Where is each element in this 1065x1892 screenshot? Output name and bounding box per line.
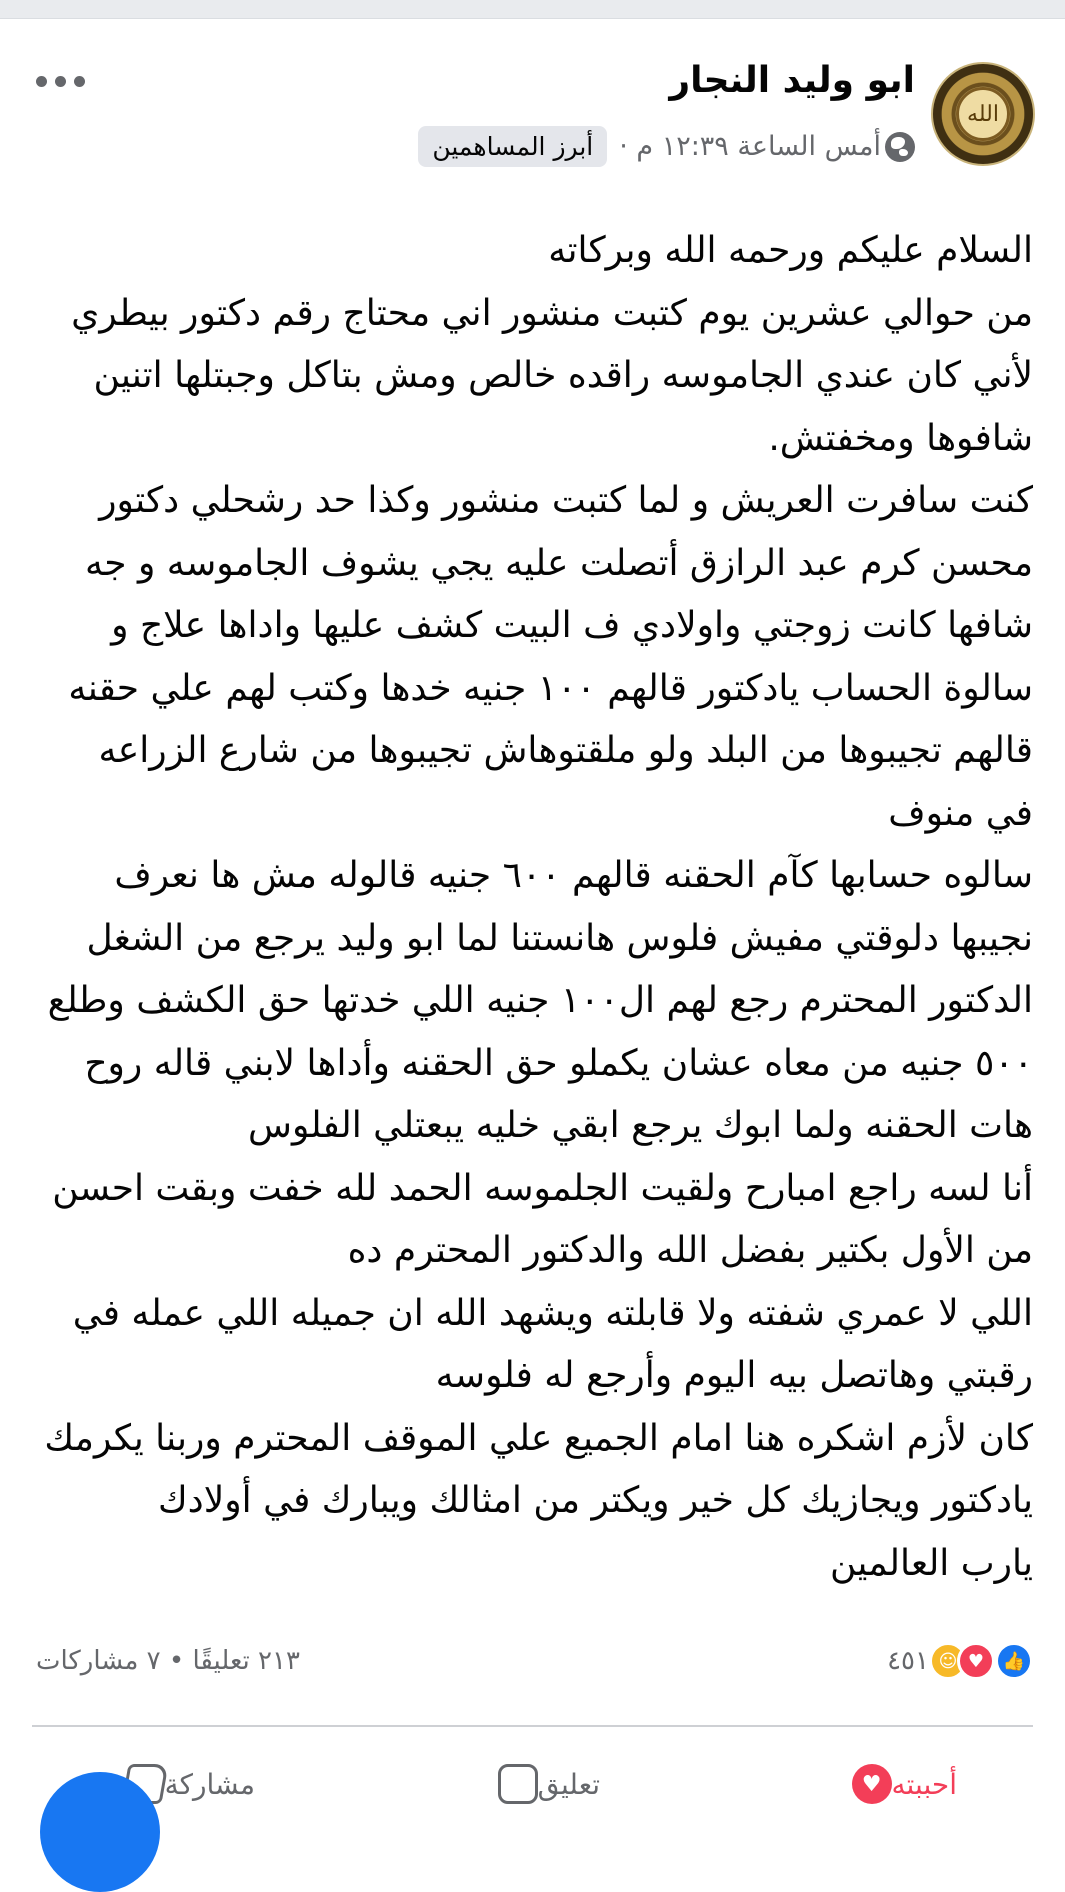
post-line: سالوة الحساب يادكتور قالهم ١٠٠ جنيه خدها وكتب لهم علي حقنه	[68, 667, 1033, 709]
post-line: رقبتي وهاتصل بيه اليوم وأرجع له فلوسه	[435, 1355, 1033, 1396]
post-line: كان لأزم اشكره هنا امام الجميع علي الموقف المحترم وربنا يكرمك	[44, 1417, 1033, 1459]
post-line: هات الحقنه ولما ابوك يرجع ابقي خليه يبعتلي الفلوس	[248, 1105, 1033, 1146]
top-contributor-badge[interactable]: أبرز المساهمين	[418, 126, 607, 167]
author-name[interactable]: ابو وليد النجار	[669, 60, 915, 101]
divider	[32, 1725, 1033, 1727]
post-text	[32, 220, 1033, 1595]
love-icon: ♥	[957, 1642, 995, 1680]
comment-label: تعليق	[537, 1767, 600, 1801]
post-line: يارب العالمين	[829, 1542, 1033, 1584]
post-line: يادكتور ويجازيك كل خير ويكتر من امثالك ويبارك في أولادك	[158, 1480, 1033, 1521]
love-button[interactable]	[842, 1764, 957, 1804]
more-options-button[interactable]	[30, 70, 91, 93]
post-line: نجيبها دلوقتي مفيش فلوس هانستنا لما ابو وليد يرجع من الشغل	[86, 917, 1033, 959]
care-icon: ☺	[929, 1642, 967, 1680]
post-line: ٥٠٠ جنيه من معاه عشان يكملو حق الحقنه وأداها لابني قاله روح	[84, 1042, 1033, 1084]
post-meta	[408, 126, 915, 167]
reactions-count: ٤٥١	[887, 1646, 929, 1676]
post-header	[0, 40, 1065, 190]
post-line: كنت سافرت العريش و لما كتبت منشور وكذا حد رشحلي دكتور	[99, 480, 1033, 521]
post-line: شافها كانت زوجتي واولادي ف البيت كشف عليها واداها علاج و	[111, 605, 1033, 646]
post-line: شافوها ومخفتش.	[768, 417, 1033, 459]
post-line: في منوف	[888, 792, 1033, 834]
like-icon: 👍	[995, 1642, 1033, 1680]
avatar-emblem: الله	[956, 87, 1010, 141]
post-line: الدكتور المحترم رجع لهم ال١٠٠ جنيه اللي خدتها حق الكشف وطلع	[47, 980, 1033, 1021]
post-line: من حوالي عشرين يوم كتبت منشور اني محتاج رقم دكتور بيطري	[71, 292, 1033, 334]
more-icon-dot	[74, 76, 85, 87]
love-icon: ♥	[852, 1764, 892, 1804]
post-line: أنا لسه راجع امبارح ولقيت الجلموسه الحمد لله خفت وبقت احسن	[52, 1167, 1033, 1209]
post-timestamp[interactable]: أمس الساعة ١٢:٣٩ م ·	[619, 131, 881, 162]
post-line: من الأول بكتير بفضل الله والدكتور المحترم ده	[347, 1230, 1033, 1271]
post-line: قالهم تجيبوها من البلد ولو ملقتوهاش تجيبوها من شارع الزراعه	[98, 730, 1033, 771]
post-line: سالوه حسابها كآم الحقنه قالهم ٦٠٠ جنيه قالوله مش ها نعرف	[114, 855, 1033, 896]
top-strip	[0, 0, 1065, 19]
post-line: لأني كان عندي الجاموسه راقده خالص ومش بتاكل وجبتلها اتنين	[93, 355, 1033, 396]
post-stats	[32, 1638, 1033, 1688]
post-line: السلام عليكم ورحمه الله وبركاته	[548, 230, 1033, 271]
globe-icon	[885, 132, 915, 162]
more-icon	[36, 76, 47, 87]
post-line: اللي لا عمري شفته ولا قابلته ويشهد الله ان جميله اللي عمله في	[72, 1292, 1033, 1334]
more-icon-dot	[55, 76, 66, 87]
comments-shares-count[interactable]: ٢١٣ تعليقًا • ٧ مشاركات	[36, 1646, 300, 1676]
share-label: مشاركة	[164, 1767, 255, 1801]
comment-icon	[498, 1764, 538, 1804]
post-actions	[0, 1750, 1065, 1810]
comment-button[interactable]	[488, 1764, 600, 1804]
reactions-summary[interactable]	[887, 1642, 1033, 1680]
floating-action-button[interactable]	[40, 1772, 160, 1892]
avatar[interactable]	[931, 62, 1035, 166]
love-label: أحببته	[891, 1767, 957, 1801]
post-line: محسن كرم عبد الرازق أتصلت عليه يجي يشوف الجاموسه و جه	[84, 542, 1033, 584]
